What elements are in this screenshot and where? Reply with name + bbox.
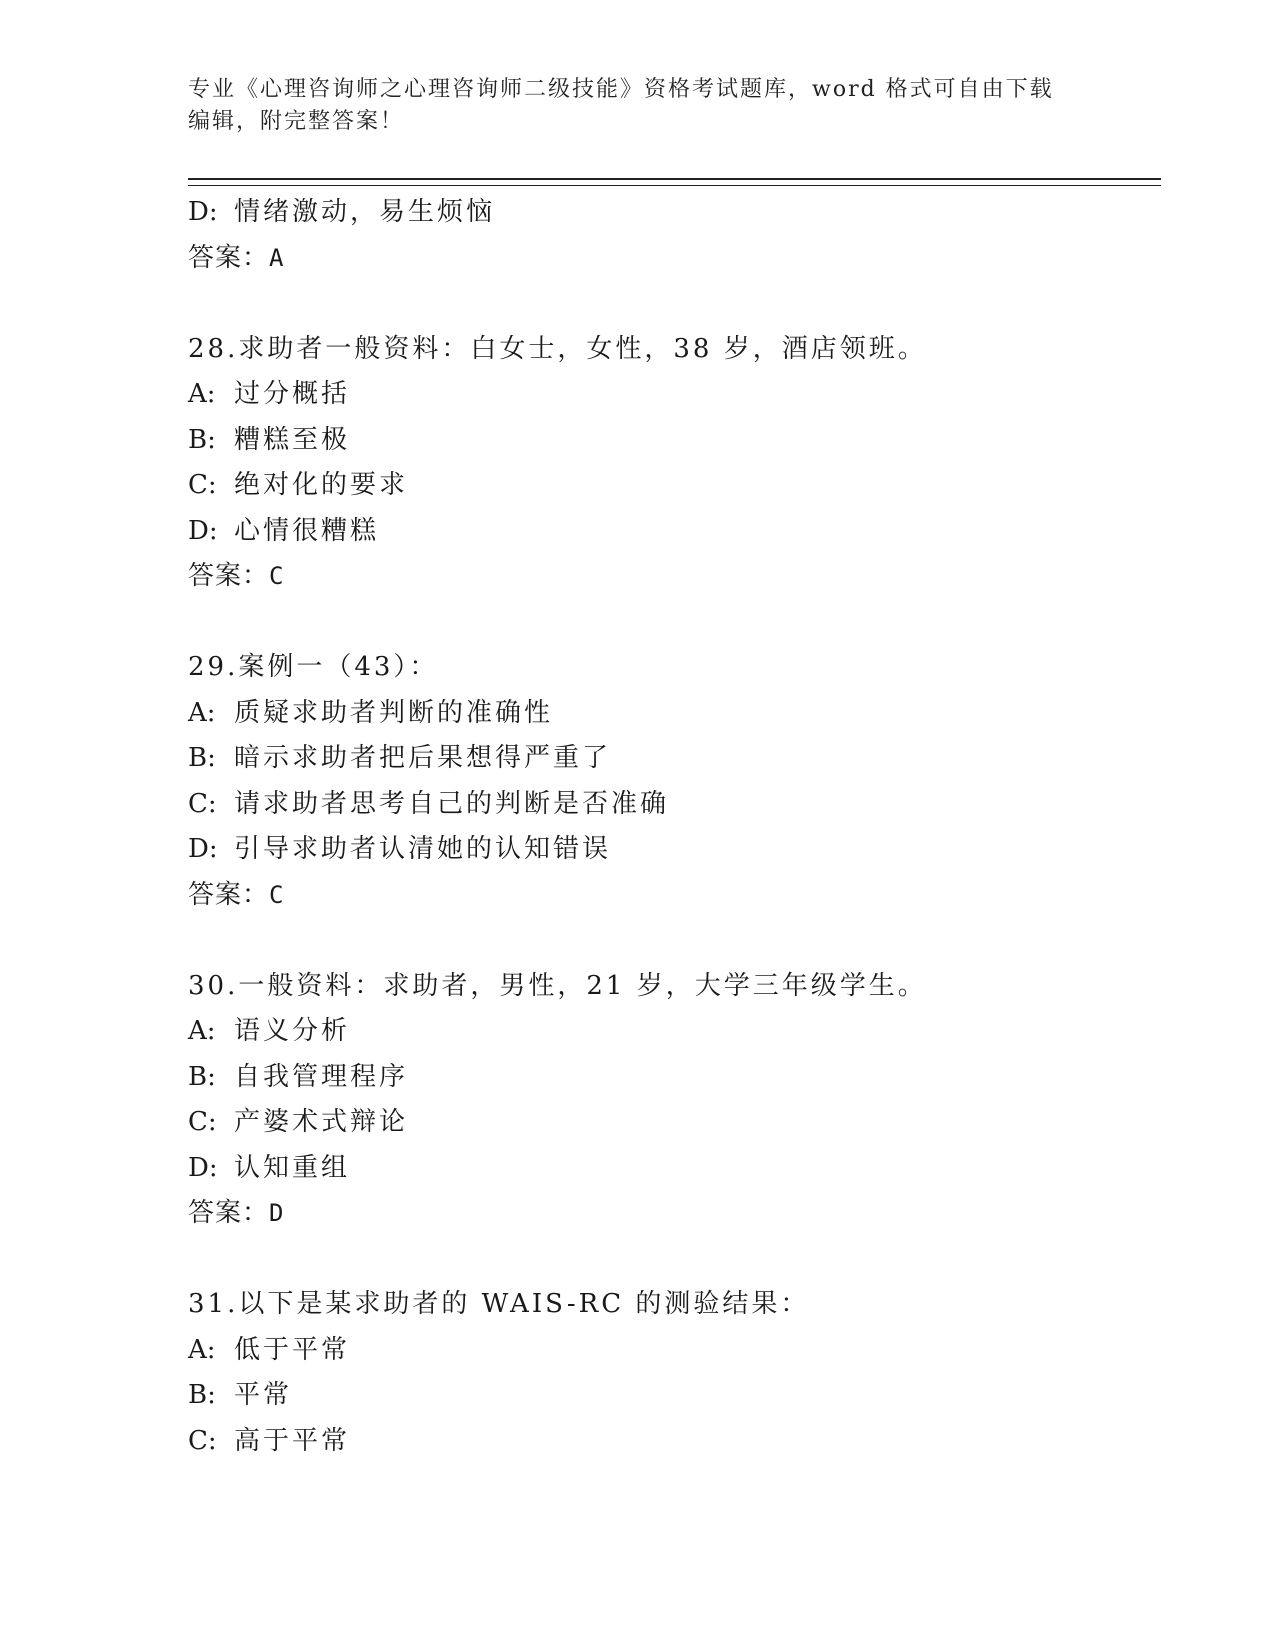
answer-line xyxy=(188,236,1148,282)
option-b xyxy=(188,1055,1148,1101)
option-letter: D: xyxy=(188,1152,218,1183)
header-divider xyxy=(188,178,1161,186)
header-line-1: 专业《心理咨询师之心理咨询师二级技能》资格考试题库，word 格式可自由下载 xyxy=(188,77,1054,102)
option-text: 暗示求助者把后果想得严重了 xyxy=(234,743,612,773)
option-letter: B: xyxy=(188,1380,216,1410)
option-text: 请求助者思考自己的判断是否准确 xyxy=(234,788,670,819)
answer-line xyxy=(188,1191,1148,1237)
question-stem: 28.求助者一般资料：白女士，女性，38 岁，酒店领班。 xyxy=(188,333,927,364)
option-letter: C: xyxy=(188,788,217,819)
option-a xyxy=(188,1009,1148,1055)
option-d xyxy=(188,1146,1148,1192)
option-letter: C: xyxy=(188,1107,217,1137)
option-text: 过分概括 xyxy=(234,379,351,409)
question-stem: 30.一般资料：求助者，男性，21 岁，大学三年级学生。 xyxy=(188,970,927,1001)
answer-line xyxy=(188,873,1148,919)
option-letter: D: xyxy=(188,834,218,864)
answer-value: A xyxy=(269,243,285,272)
option-letter: B: xyxy=(188,424,216,455)
option-letter: B: xyxy=(188,743,216,773)
answer-label: 答案： xyxy=(188,561,270,591)
option-c xyxy=(188,463,1148,509)
option-letter: A: xyxy=(188,697,216,728)
question-stem: 31.以下是某求助者的 WAIS-RC 的测验结果： xyxy=(188,1289,810,1319)
answer-value: C xyxy=(269,562,285,590)
option-text: 高于平常 xyxy=(234,1425,351,1456)
option-b xyxy=(188,1373,1148,1419)
question-list xyxy=(188,190,1148,1464)
option-text: 产婆术式辩论 xyxy=(234,1107,409,1137)
answer-value: C xyxy=(269,880,285,909)
option-text: 糟糕至极 xyxy=(234,424,351,455)
option-letter: A: xyxy=(188,379,216,409)
option-text: 心情很糟糕 xyxy=(234,515,380,546)
option-text: 自我管理程序 xyxy=(234,1061,409,1092)
option-letter: D: xyxy=(188,197,218,227)
option-d xyxy=(188,190,1148,236)
option-letter: C: xyxy=(188,1425,217,1456)
option-text: 引导求助者认清她的认知错误 xyxy=(234,834,612,864)
option-d xyxy=(188,509,1148,555)
option-text: 绝对化的要求 xyxy=(234,470,409,500)
option-c xyxy=(188,1419,1148,1465)
option-text: 低于平常 xyxy=(234,1334,351,1365)
option-a xyxy=(188,1328,1148,1374)
answer-label: 答案： xyxy=(188,879,270,910)
option-text: 情绪激动，易生烦恼 xyxy=(234,197,496,227)
option-letter: B: xyxy=(188,1061,216,1092)
answer-line xyxy=(188,554,1148,600)
option-b xyxy=(188,418,1148,464)
option-letter: A: xyxy=(188,1016,216,1046)
answer-value: D xyxy=(269,1199,285,1227)
option-text: 质疑求助者判断的准确性 xyxy=(234,697,554,728)
option-letter: D: xyxy=(188,515,218,546)
option-c xyxy=(188,1100,1148,1146)
option-c xyxy=(188,782,1148,828)
option-b xyxy=(188,736,1148,782)
answer-label: 答案： xyxy=(188,1198,270,1228)
option-text: 平常 xyxy=(234,1380,293,1410)
option-text: 认知重组 xyxy=(234,1152,351,1183)
option-a xyxy=(188,691,1148,737)
header-line-2: 编辑，附完整答案！ xyxy=(188,109,405,134)
question-stem: 29.案例一（43）： xyxy=(188,652,439,682)
option-letter: C: xyxy=(188,470,217,500)
option-d xyxy=(188,827,1148,873)
option-letter: A: xyxy=(188,1334,216,1365)
page-header xyxy=(188,74,1088,138)
option-a xyxy=(188,372,1148,418)
option-text: 语义分析 xyxy=(234,1016,351,1046)
answer-label: 答案： xyxy=(188,242,270,273)
